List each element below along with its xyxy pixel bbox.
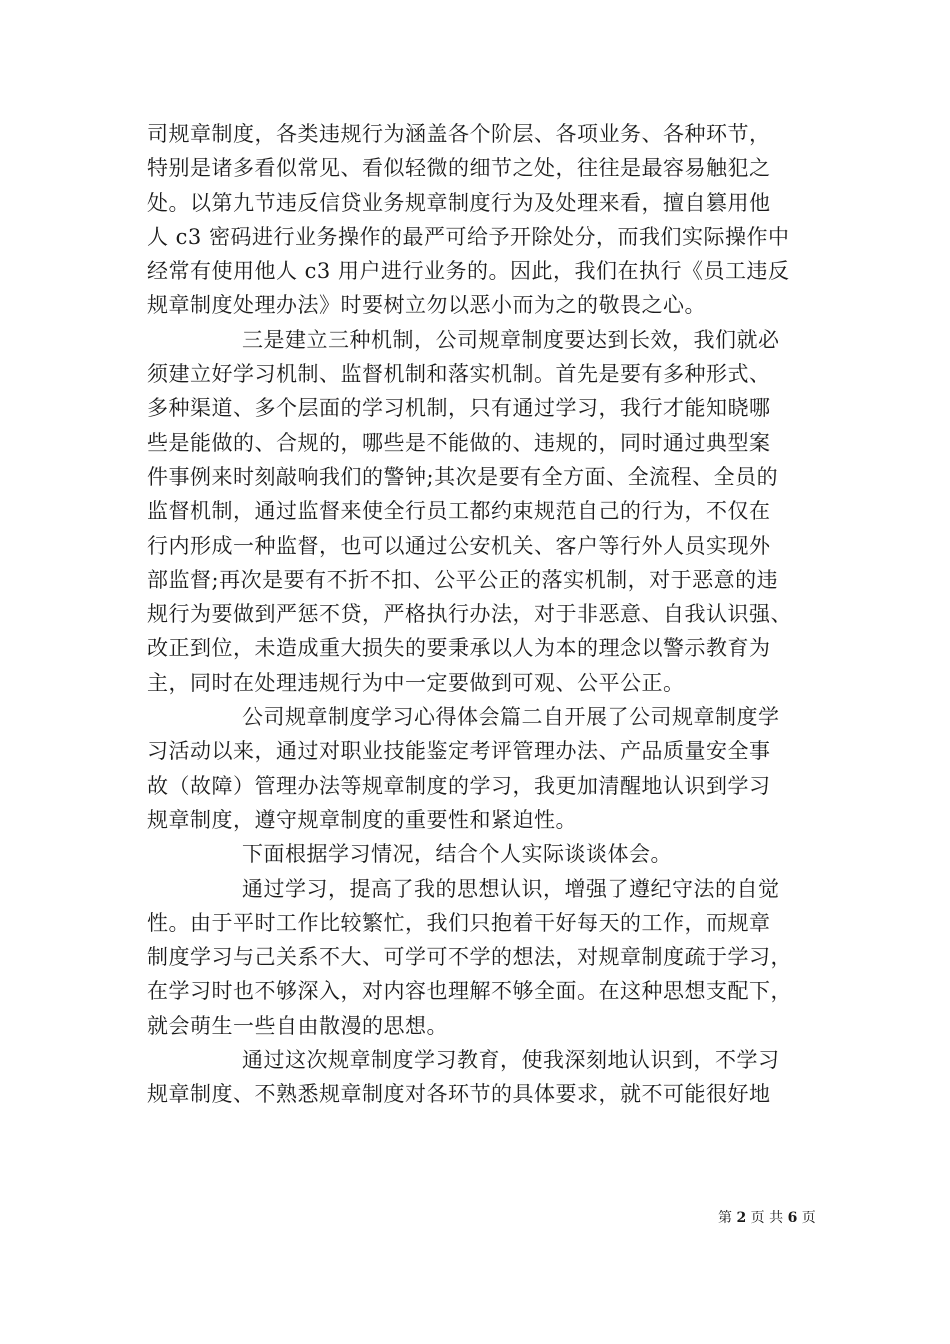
page-footer	[718, 1207, 816, 1227]
footer-current-page: 2	[736, 1210, 747, 1226]
text-line: 司规章制度，各类违规行为涵盖各个阶层、各项业务、各种环节，	[147, 122, 771, 146]
text-line: 在学习时也不够深入，对内容也理解不够全面。在这种思想支配下，	[147, 979, 792, 1004]
text-line: 人 c3 密码进行业务操作的最严可给予开除处分，而我们实际操作中	[147, 224, 790, 249]
text-line: 部监督;再次是要有不折不扣、公平公正的落实机制，对于恶意的违	[147, 567, 779, 592]
text-line: 须建立好学习机制、监督机制和落实机制。首先是要有多种形式、	[147, 362, 771, 387]
text-line: 行内形成一种监督，也可以通过公安机关、客户等行外人员实现外	[147, 533, 771, 558]
text-line: 多种渠道、多个层面的学习机制，只有通过学习，我行才能知晓哪	[147, 396, 771, 421]
document-body	[147, 117, 837, 1112]
text-line: 规章制度、不熟悉规章制度对各环节的具体要求，就不可能很好地	[147, 1082, 771, 1107]
text-line: 就会萌生一些自由散漫的思想。	[147, 1013, 448, 1038]
text-line: 通过学习，提高了我的思想认识，增强了遵纪守法的自觉	[242, 876, 780, 901]
text-line: 些是能做的、合规的，哪些是不能做的、违规的，同时通过典型案	[147, 430, 771, 455]
text-line: 改正到位，未造成重大损失的要秉承以人为本的理念以警示教育为	[147, 636, 771, 661]
footer-prefix: 第	[718, 1210, 732, 1226]
text-line: 三是建立三种机制，公司规章制度要达到长效，我们就必	[242, 327, 780, 352]
text-line: 规章制度，遵守规章制度的重要性和紧迫性。	[147, 807, 577, 832]
footer-middle: 页 共	[750, 1210, 784, 1226]
text-line: 件事例来时刻敲响我们的警钟;其次是要有全方面、全流程、全员的	[147, 464, 779, 489]
text-line: 主，同时在处理违规行为中一定要做到可观、公平公正。	[147, 670, 685, 695]
text-line: 制度学习与己关系不大、可学可不学的想法，对规章制度疏于学习，	[147, 945, 792, 970]
text-line: 下面根据学习情况，结合个人实际谈谈体会。	[242, 842, 672, 867]
text-line: 处。以第九节违反信贷业务规章制度行为及处理来看，擅自篡用他	[147, 190, 771, 215]
text-line: 故（故障）管理办法等规章制度的学习，我更加清醒地认识到学习	[147, 773, 771, 798]
footer-suffix: 页	[801, 1210, 816, 1226]
text-line: 性。由于平时工作比较繁忙，我们只抱着干好每天的工作，而规章	[147, 910, 771, 935]
text-line: 习活动以来，通过对职业技能鉴定考评管理办法、产品质量安全事	[147, 739, 771, 764]
text-line: 通过这次规章制度学习教育，使我深刻地认识到，不学习	[242, 1048, 780, 1073]
text-line: 监督机制，通过监督来使全行员工都约束规范自己的行为，不仅在	[147, 499, 771, 524]
text-line: 经常有使用他人 c3 用户进行业务的。因此，我们在执行《员工违反	[147, 259, 790, 284]
text-line: 规章制度处理办法》时要树立勿以恶小而为之的敬畏之心。	[147, 293, 706, 318]
text-line: 规行为要做到严惩不贷，严格执行办法，对于非恶意、自我认识强、	[147, 602, 792, 627]
text-line: 特别是诸多看似常见、看似轻微的细节之处，往往是最容易触犯之	[147, 156, 771, 181]
text-line: 公司规章制度学习心得体会篇二自开展了公司规章制度学	[242, 705, 780, 730]
footer-total-pages: 6	[787, 1210, 798, 1226]
